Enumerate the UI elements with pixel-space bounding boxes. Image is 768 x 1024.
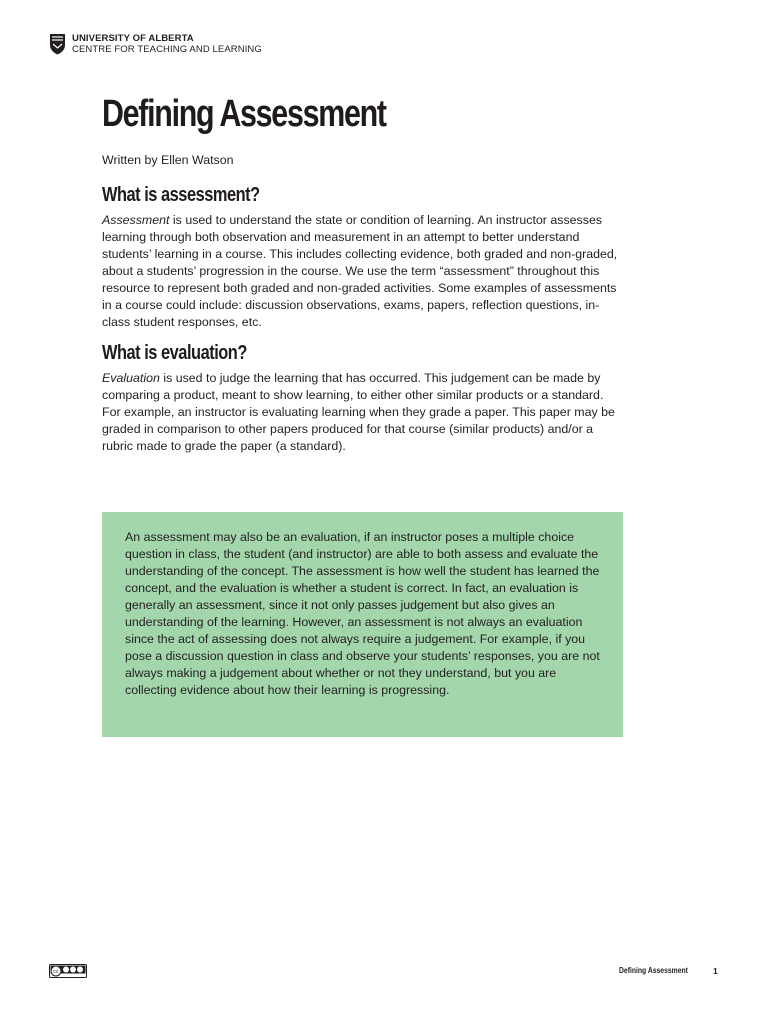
institution-name-block — [72, 33, 262, 55]
institution-header — [49, 33, 262, 55]
creative-commons-license-icon — [49, 964, 87, 978]
callout-text: An assessment may also be an evaluation, if an instructor poses a multiple choice question in class, the student (and instructor) are able to both assess and evaluate the understanding of the concept. The assessment is how well the student has learned the concept, and the evaluation is whether a student is correct. In fact, an evaluation is generally an assessment, since it not only passes judgement but also gives an understanding of the learning. However, an assessment is not always an evaluation since the act of assessing does not always require a judgement. For example, if you pose a discussion question in class and observe your students’ responses, you are not always making a judgement about whether or not they understand, but you are collecting evidence about how their learning is progressing. — [125, 530, 600, 697]
term-assessment: Assessment — [102, 213, 170, 227]
callout-box — [102, 512, 623, 737]
university-crest-icon — [49, 33, 66, 55]
paragraph-text: is used to judge the learning that has occurred. This judgement can be made by comparing a product, meant to show learning, to either other similar products or a standard. For example, an instructor is evaluating learning when they grade a paper. This paper may be graded in comparison to other papers produced for that course (similar products) and/or a rubric made to grade the paper (a standard). — [102, 371, 615, 453]
term-evaluation: Evaluation — [102, 371, 160, 385]
section-heading-assessment: What is assessment? — [102, 183, 260, 206]
section-paragraph-evaluation — [102, 370, 625, 455]
footer-document-title: Defining Assessment — [619, 966, 688, 975]
university-name: UNIVERSITY OF ALBERTA — [72, 33, 194, 44]
document-body — [102, 90, 627, 455]
paragraph-text: is used to understand the state or condition of learning. An instructor assesses learning through both observation and measurement in an attempt to better understand students’ learning in a course. This includes collecting evidence, both graded and non-graded, about a students’ progression in the course. We use the term “assessment” throughout this resource to represent both graded and non-graded activities. Some examples of assessments in a course could include: discussion observations, exams, papers, reflection questions, in-class student responses, etc. — [102, 213, 618, 329]
page-number: 1 — [713, 966, 718, 976]
section-heading-evaluation: What is evaluation? — [102, 341, 247, 364]
unit-name: CENTRE FOR TEACHING AND LEARNING — [72, 44, 262, 55]
document-title: Defining Assessment — [102, 93, 386, 135]
byline: Written by Ellen Watson — [102, 153, 234, 167]
section-paragraph-assessment — [102, 212, 625, 331]
svg-text:cc: cc — [53, 969, 59, 975]
